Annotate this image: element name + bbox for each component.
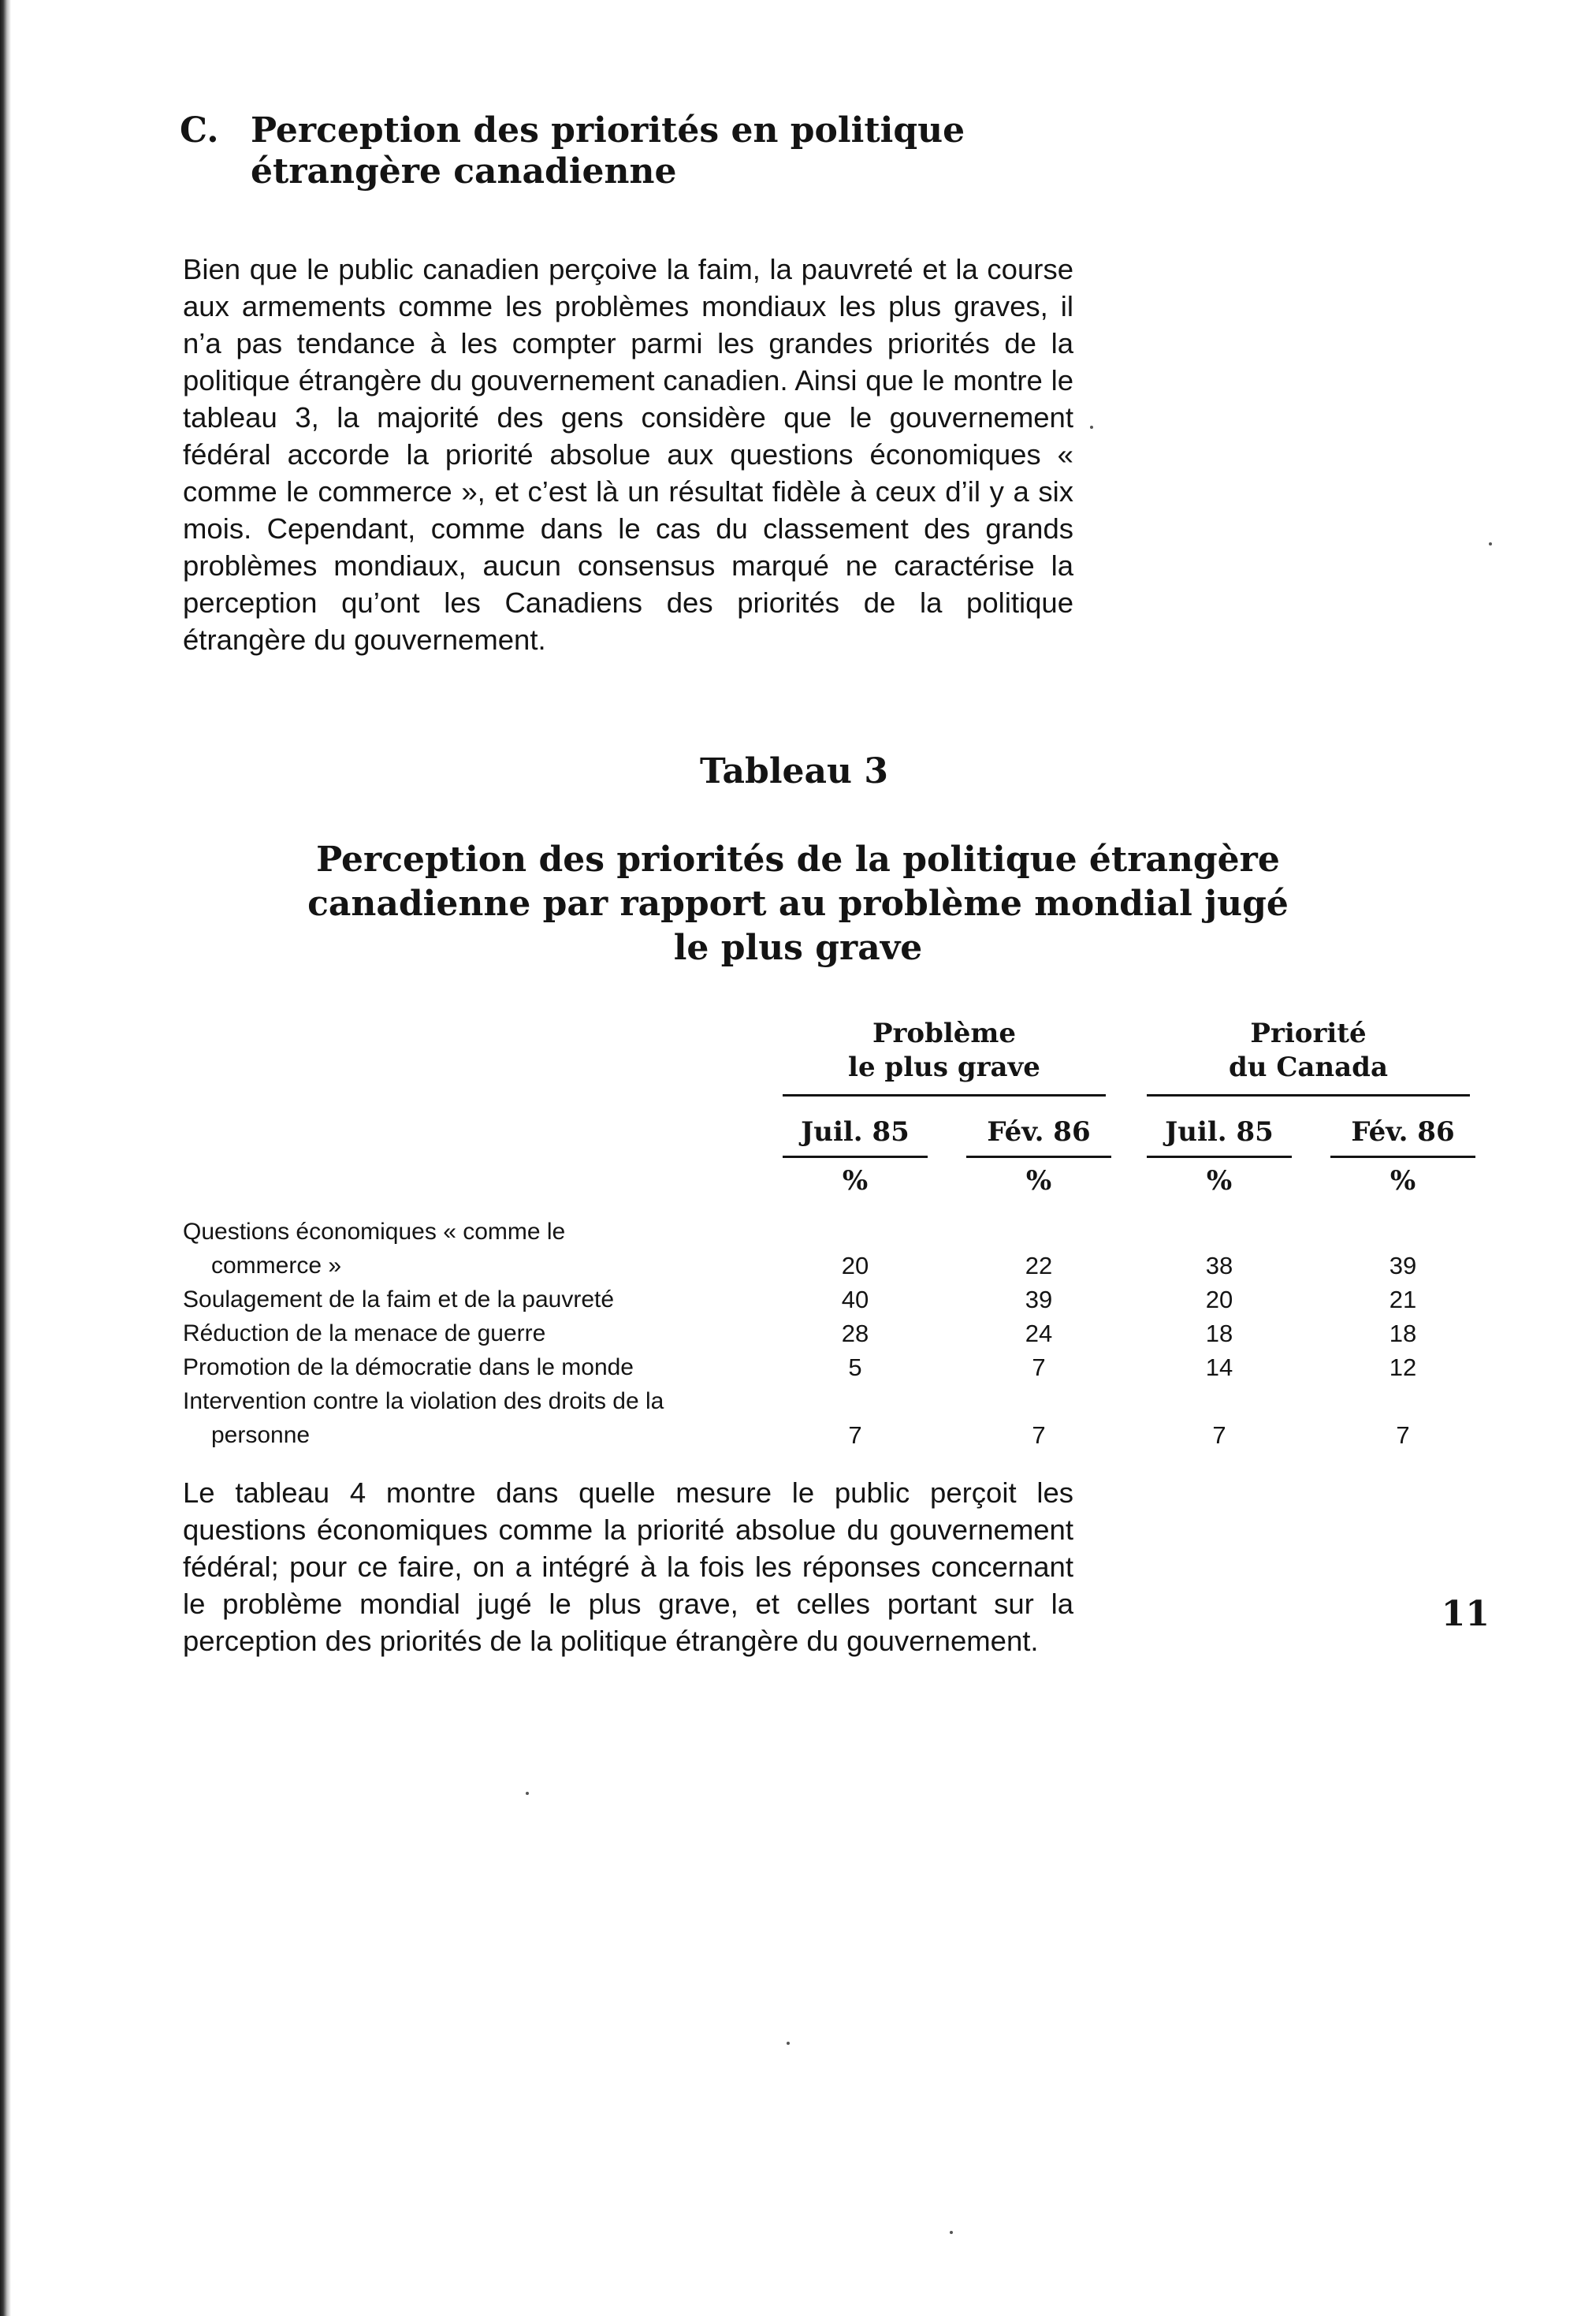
cell-value: 20 xyxy=(1205,1286,1233,1313)
section-letter: C. xyxy=(180,110,219,151)
cell-value: 40 xyxy=(841,1286,869,1313)
table-row xyxy=(183,1215,1523,1283)
column-header: Fév. 86 xyxy=(966,1116,1111,1158)
column-unit: % xyxy=(1206,1165,1233,1197)
cell-value: 7 xyxy=(1032,1353,1046,1381)
page-number: 11 xyxy=(1441,1594,1490,1634)
cell-value: 7 xyxy=(1396,1421,1410,1449)
table-number: Tableau 3 xyxy=(700,751,888,791)
row-label: Réduction de la menace de guerre xyxy=(183,1320,546,1346)
cell-value: 38 xyxy=(1205,1252,1233,1279)
cell-value: 18 xyxy=(1389,1320,1417,1347)
row-label: Soulagement de la faim et de la pauvreté xyxy=(183,1286,615,1313)
table-caption-line1: Perception des priorités de la politique étrangère xyxy=(316,840,1280,880)
row-label-line1: Questions économiques « comme le xyxy=(183,1219,566,1245)
table-caption xyxy=(0,838,1596,970)
scan-speck xyxy=(1090,426,1093,429)
cell-value: 7 xyxy=(1212,1421,1226,1449)
scan-speck xyxy=(1489,542,1492,545)
cell-value: 14 xyxy=(1205,1353,1233,1381)
intro-paragraph: Bien que le public canadien perçoive la faim, la pauvreté et la course aux armements comme les problèmes mondiaux les plus graves, il n’a pas tendance à les compter parmi les grandes priorités de la politique étrangère du gouvernement canadien. Ainsi que le montre le tableau 3, la majorité des gens considère que le gouvernement fédéral accorde la priorité absolue aux questions économiques « comme le commerce », et c’est là un résultat fidèle à ceux d’il y a six mois. Cependant, comme dans le cas du classement des grands problèmes mondiaux, aucun consensus marqué ne caractérise la perception qu’ont les Canadiens des priorités de la politique étrangère du gouvernement. xyxy=(183,253,1073,656)
table-row xyxy=(183,1283,1523,1316)
row-label: Promotion de la démocratie dans le monde xyxy=(183,1354,634,1380)
cell-value: 20 xyxy=(841,1252,869,1279)
group-header-probleme xyxy=(783,1017,1106,1097)
row-label-line2: personne xyxy=(211,1422,311,1448)
cell-value: 22 xyxy=(1025,1252,1053,1279)
table-caption-line2: canadienne par rapport au problème mondial jugé xyxy=(307,884,1289,924)
section-title-line2: étrangère canadienne xyxy=(251,151,677,192)
cell-value: 39 xyxy=(1025,1286,1053,1313)
closing-paragraph: Le tableau 4 montre dans quelle mesure le public perçoit les questions économiques comme la priorité absolue du gouvernement fédéral; pour ce faire, on a intégré à la fois les réponses concernant le problème mondial jugé le plus grave, et celles portant sur la perception des priorités de la politique étrangère du gouvernement. xyxy=(183,1476,1073,1657)
cell-value: 5 xyxy=(848,1353,862,1381)
scan-speck xyxy=(787,2042,790,2045)
table-caption-line3: le plus grave xyxy=(673,928,923,968)
column-unit: % xyxy=(1390,1165,1416,1197)
cell-value: 7 xyxy=(1032,1421,1046,1449)
table-row xyxy=(183,1316,1523,1350)
scan-left-edge xyxy=(0,0,11,2316)
column-header: Fév. 86 xyxy=(1330,1116,1475,1158)
group-header-priorite-line1: Priorité xyxy=(1250,1018,1367,1049)
section-title-line1: Perception des priorités en politique xyxy=(251,110,965,151)
row-label xyxy=(183,1215,750,1283)
cell-value: 28 xyxy=(841,1320,869,1347)
row-label-line1: Intervention contre la violation des droits de la xyxy=(183,1388,664,1414)
cell-value: 24 xyxy=(1025,1320,1053,1347)
column-unit: % xyxy=(842,1165,869,1197)
row-label-line2: commerce » xyxy=(211,1253,342,1279)
section-heading xyxy=(180,110,1125,192)
table-row xyxy=(183,1384,1523,1452)
table-row xyxy=(183,1350,1523,1384)
scan-speck xyxy=(526,1792,529,1795)
cell-value: 7 xyxy=(848,1421,862,1449)
column-header: Juil. 85 xyxy=(783,1116,928,1158)
group-header-probleme-line2: le plus grave xyxy=(848,1052,1040,1083)
group-header-priorite-line2: du Canada xyxy=(1229,1052,1388,1083)
scan-speck xyxy=(950,2231,953,2234)
cell-value: 12 xyxy=(1389,1353,1417,1381)
cell-value: 39 xyxy=(1389,1252,1417,1279)
column-unit: % xyxy=(1025,1165,1052,1197)
row-label xyxy=(183,1384,750,1452)
cell-value: 18 xyxy=(1205,1320,1233,1347)
group-header-priorite xyxy=(1147,1017,1470,1097)
column-header: Juil. 85 xyxy=(1147,1116,1292,1158)
group-header-probleme-line1: Problème xyxy=(872,1018,1017,1049)
cell-value: 21 xyxy=(1389,1286,1417,1313)
table-body xyxy=(183,1215,1523,1452)
